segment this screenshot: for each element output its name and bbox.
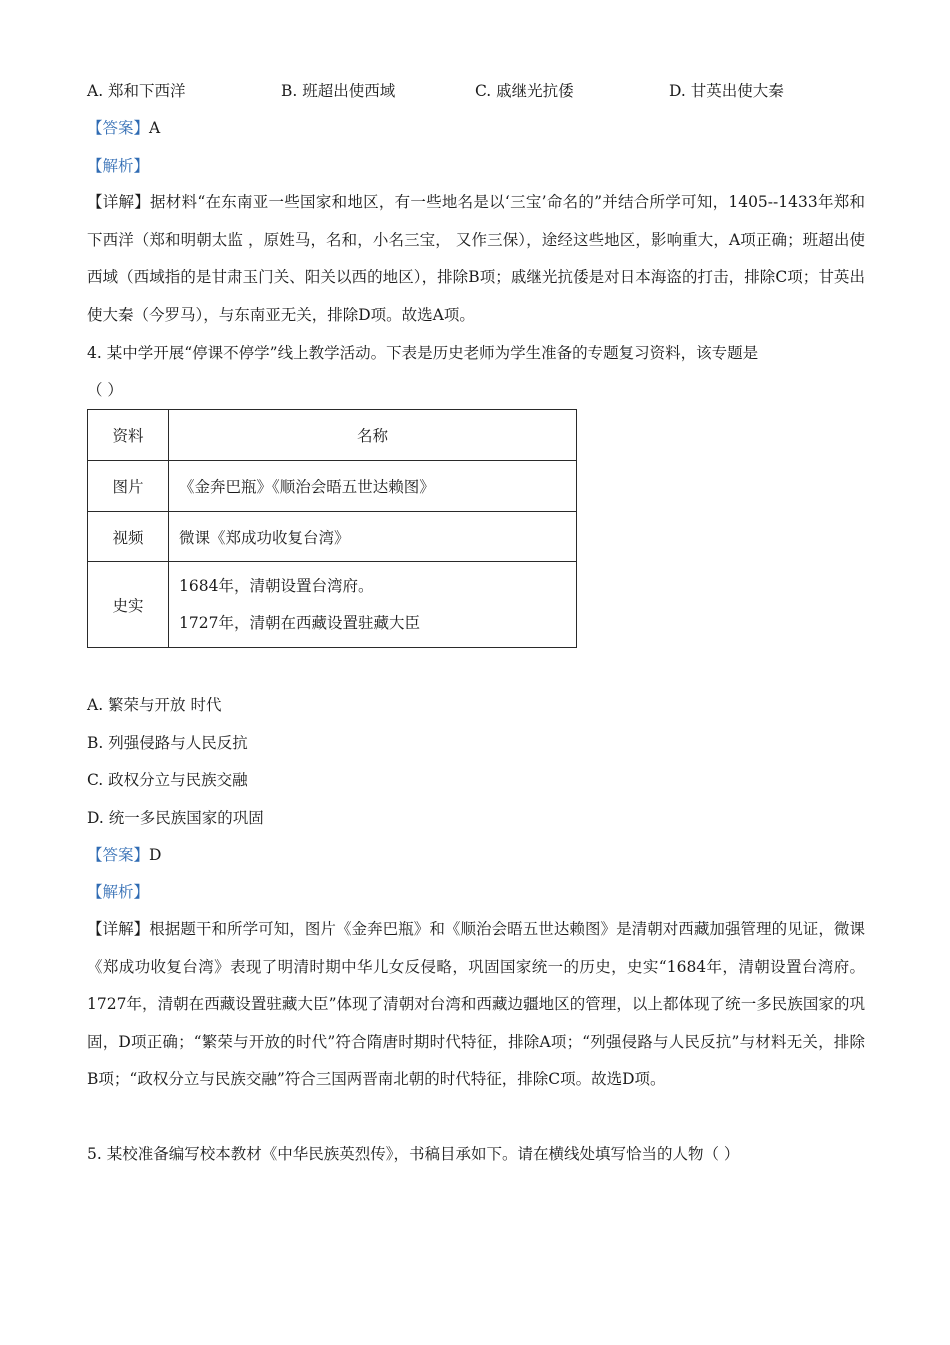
detail-tag: 【详解】 (87, 920, 150, 938)
row-content: 《金奔巴瓶》《顺治会晤五世达赖图》 (169, 461, 577, 512)
q4-answer-line (87, 844, 161, 866)
q5-stem: 5. 某校准备编写校本教材《中华民族英烈传》，书稿目承如下。请在横线处填写恰当的人物（ ） (87, 1145, 740, 1163)
answer-value: D (149, 846, 162, 864)
detail-text: 据材料“在东南亚一些国家和地区，有一些地名是以‘三宝’命名的”并结合所学可知，1405--1433年郑和下西洋（郑和明朝太监 ，原姓马，名和，小名三宝， 又作三保），途经这些地区，影响重大，A项正确；班超出使西域（西域指的是甘肃玉门关、阳关以西的地区），排除B项；戚继光抗倭是对日本海盗的打击，排除C项；甘英出使大秦（今罗马），与东南亚无关，排除D项。故选A项。 (87, 193, 865, 324)
q3-option-a: A. 郑和下西洋 (87, 82, 186, 100)
row-content (169, 562, 577, 648)
q4-analysis-tag: 【解析】 (87, 883, 150, 901)
q4-option-b: B. 列强侵路与人民反抗 (87, 734, 248, 752)
q3-option-c: C. 戚继光抗倭 (475, 82, 574, 100)
answer-tag: 【答案】 (87, 119, 150, 137)
table-header-cell: 名称 (169, 410, 577, 461)
row-content: 微课《郑成功收复台湾》 (169, 512, 577, 562)
detail-tag: 【详解】 (87, 193, 151, 211)
answer-value: A (149, 119, 161, 137)
table-row (88, 562, 577, 648)
row-label: 视频 (88, 512, 169, 562)
q4-resource-table (87, 409, 577, 648)
q3-answer-line (87, 117, 160, 139)
row-label: 图片 (88, 461, 169, 512)
q4-option-c: C. 政权分立与民族交融 (87, 771, 248, 789)
table-row (88, 512, 577, 562)
table-row (88, 461, 577, 512)
row-label: 史实 (88, 562, 169, 648)
q3-option-b: B. 班超出使西域 (281, 82, 396, 100)
q3-option-d: D. 甘英出使大秦 (669, 82, 784, 100)
q4-stem: 4. 某中学开展“停课不停学”线上教学活动。下表是历史老师为学生准备的专题复习资料，该专题是 (87, 344, 759, 362)
q3-detail-paragraph (87, 184, 865, 334)
detail-text: 根据题干和所学可知，图片《金奔巴瓶》和《顺治会晤五世达赖图》是清朝对西藏加强管理的见证，微课《郑成功收复台湾》表现了明清时期中华儿女反侵略，巩固国家统一的历史，史实“1684年，清朝设置台湾府。1727年，清朝在西藏设置驻藏大臣”体现了清朝对台湾和西藏边疆地区的管理，以上都体现了统一多民族国家的巩固，D项正确；“繁荣与开放的时代”符合隋唐时期时代特征，排除A项；“列强侵路与人民反抗”与材料无关，排除B项；“政权分立与民族交融”符合三国两晋南北朝的时代特征，排除C项。故选D项。 (87, 920, 865, 1088)
q3-analysis-tag: 【解析】 (87, 157, 150, 175)
q4-detail-paragraph (87, 911, 865, 1099)
q4-option-a: A. 繁荣与开放 时代 (87, 696, 222, 714)
answer-tag: 【答案】 (87, 846, 150, 864)
row-content-line: 1727年，清朝在西藏设置驻藏大臣 (179, 613, 420, 632)
table-header-row (88, 410, 577, 461)
q4-stem-bracket: （ ） (87, 381, 123, 399)
row-content-line: 1684年，清朝设置台湾府。 (179, 576, 374, 595)
q4-option-d: D. 统一多民族国家的巩固 (87, 809, 264, 827)
table-header-cell: 资料 (88, 410, 169, 461)
